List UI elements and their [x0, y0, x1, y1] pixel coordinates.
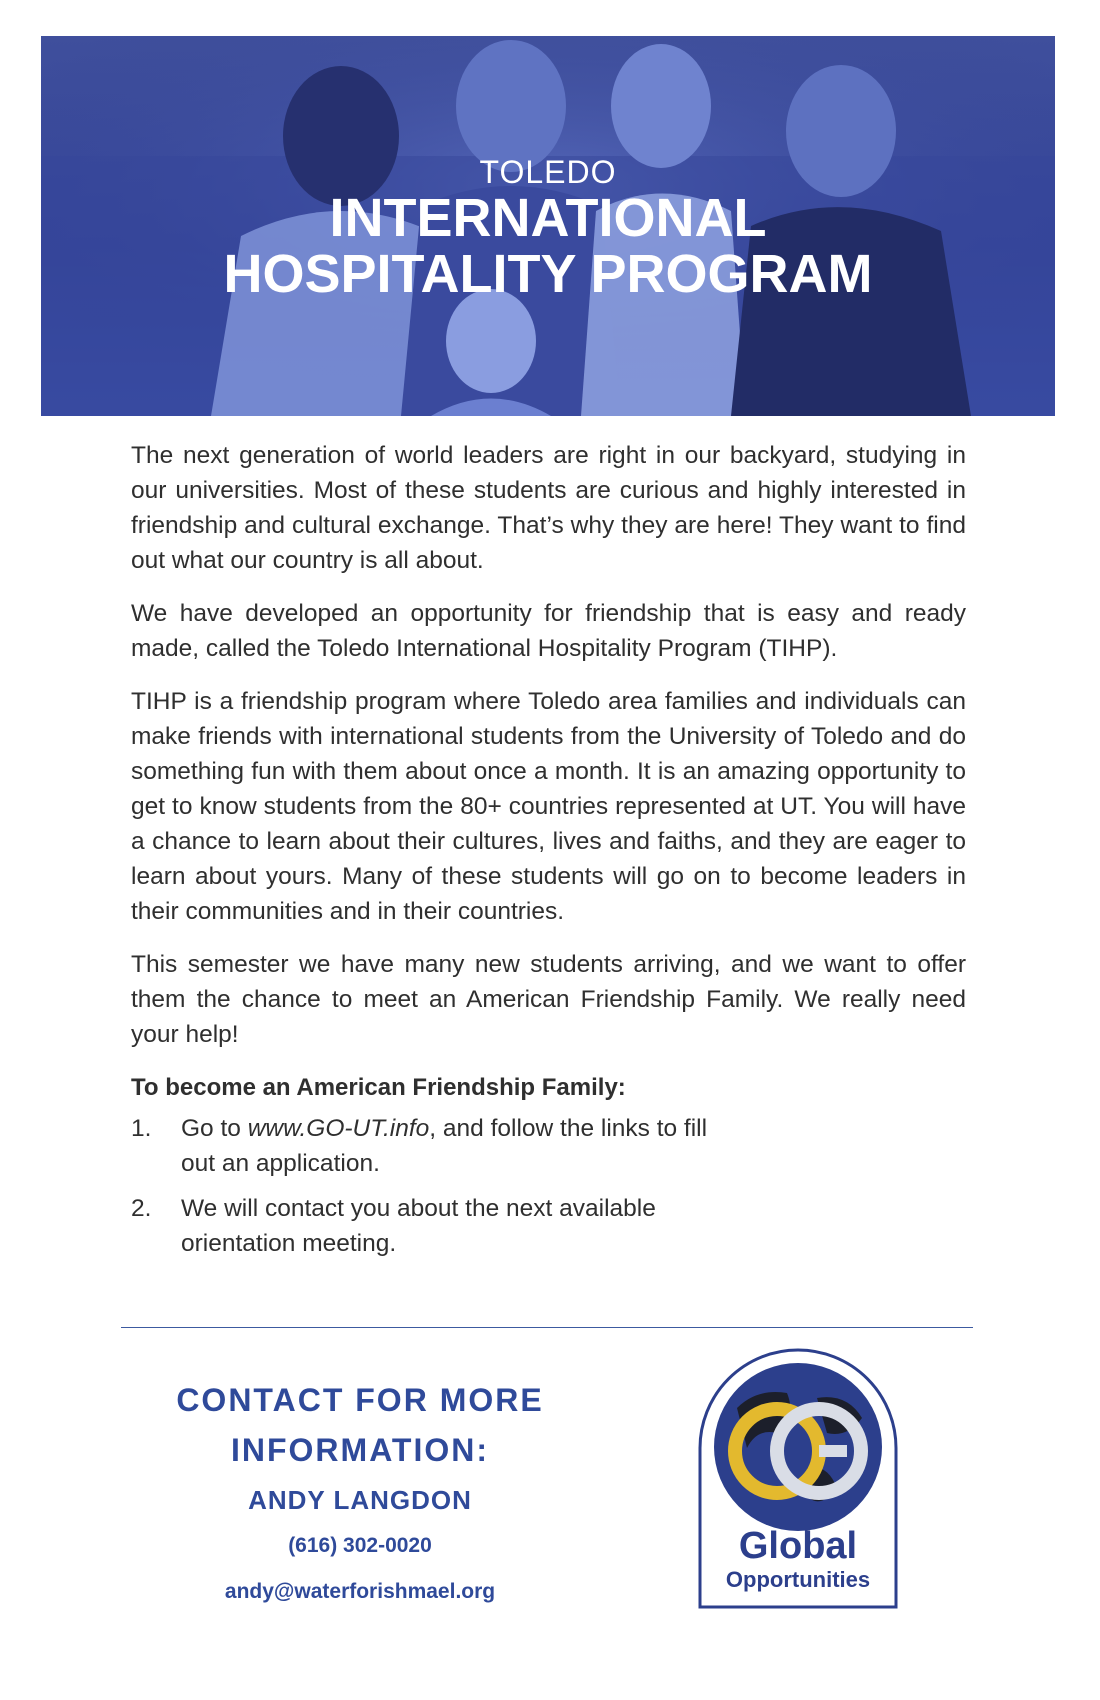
step-text-after: , and follow the links to fill out an application. [181, 1115, 708, 1177]
section-divider [121, 1327, 973, 1328]
contact-name: ANDY LANGDON [248, 1485, 472, 1515]
paragraph-opportunity: We have developed an opportunity for friendship that is easy and ready made, called the Toledo International Hospitality Program (TIHP). [131, 600, 966, 662]
step-number: 1. [131, 1115, 152, 1142]
contact-heading-line2: INFORMATION: [230, 1432, 490, 1468]
hero-title-line1: INTERNATIONAL [329, 188, 767, 248]
step-text: We will contact you about the next available orientation meeting. [181, 1195, 656, 1257]
step-number: 2. [131, 1195, 152, 1222]
contact-email[interactable]: andy@waterforishmael.org [224, 1580, 496, 1603]
paragraph-program: TIHP is a friendship program where Toledo area families and individuals can make friends with international students from the University of Toledo and do something fun with them about once a month. It is an amazing opportunity to get to know students from the 80+ countries represented at UT. You will have a chance to learn about their cultures, lives and faiths, and they are eager to learn about yours. Many of these students will go on to become leaders in their communities and in their countries. [131, 688, 966, 925]
paragraph-semester: This semester we have many new students arriving, and we want to offer them the chance to meet an American Friendship Family. We really need your help! [131, 951, 966, 1048]
paragraph-intro: The next generation of world leaders are right in our backyard, studying in our universities. Most of these students are curious and highly interested in friendship and cultural exchange. That’s why they are here! They want to find out what our country is all about. [131, 442, 966, 574]
steps-heading: To become an American Friendship Family: [131, 1074, 626, 1101]
logo-word-global: Global [738, 1525, 858, 1567]
logo-word-opportunities: Opportunities [725, 1567, 871, 1592]
hero-kicker: TOLEDO [479, 154, 617, 190]
global-opportunities-logo [697, 1348, 899, 1610]
go-ut-link[interactable]: www.GO-UT.info [247, 1115, 430, 1142]
body-content [131, 438, 966, 1271]
contact-heading [150, 1375, 570, 1475]
step-item [131, 1191, 721, 1261]
step-text-before: Go to [181, 1115, 248, 1142]
contact-phone[interactable]: (616) 302-0020 [288, 1534, 432, 1557]
hero-banner [41, 36, 1055, 416]
steps-list [131, 1111, 721, 1261]
hero-title [41, 154, 1055, 302]
contact-heading-line1: CONTACT FOR MORE [176, 1382, 544, 1418]
step-item [131, 1111, 721, 1181]
contact-block [150, 1375, 570, 1604]
hero-title-line2: HOSPITALITY PROGRAM [223, 244, 873, 304]
